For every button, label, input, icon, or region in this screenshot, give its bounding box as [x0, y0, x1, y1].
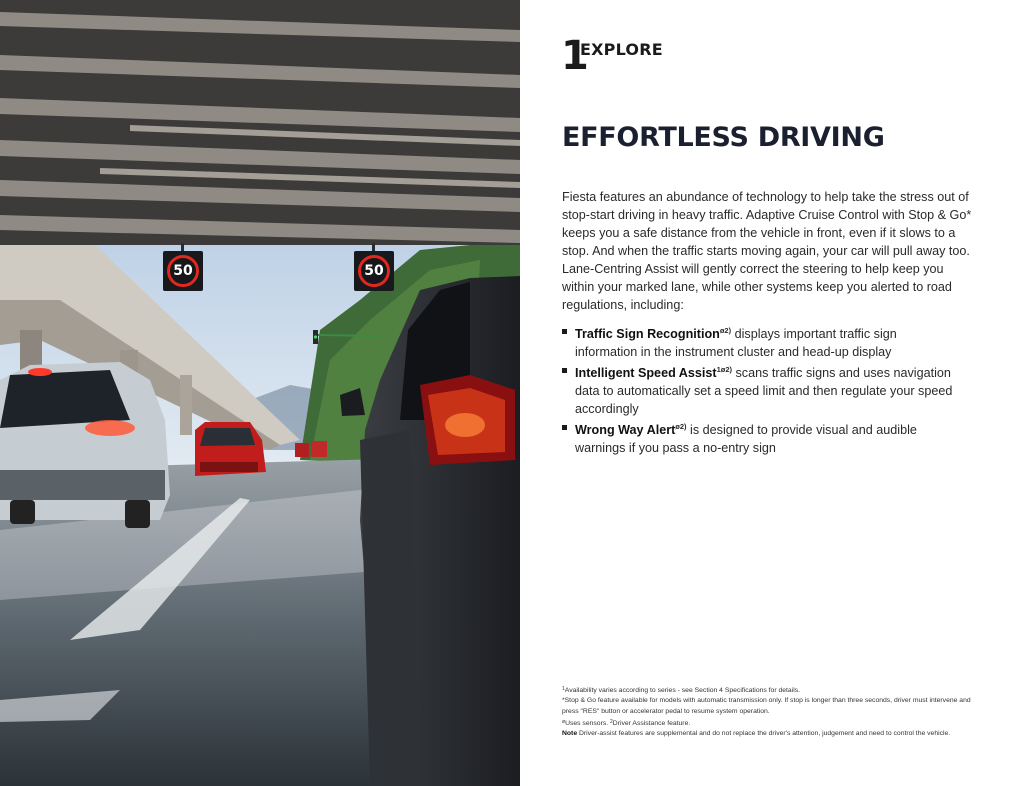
feature-item [562, 361, 962, 418]
bullet-icon [562, 425, 567, 430]
feature-item [562, 418, 962, 457]
speed-limit-sign [163, 251, 203, 291]
footnote-mark: 1 [562, 686, 565, 692]
intro-paragraph: Fiesta features an abundance of technology to help take the stress out of stop-start driving in heavy traffic. Adaptive Cruise Control with Stop & Go* keeps you a safe distance from the vehicle in front, even if it slows to a stop. And when the traffic starts moving again, your car will pull away too. Lane-Centring Assist will gently correct the steering to help keep you within your marked lane, while other systems keep you alerted to road regulations, including: [562, 190, 972, 312]
feature-name: Intelligent Speed Assist [575, 366, 717, 380]
footnote-mark: ø [562, 718, 566, 725]
footnote-availability [562, 684, 972, 696]
feature-list [562, 322, 962, 457]
footnotes [562, 684, 972, 739]
feature-description: scans traffic signs and uses navigation data to automatically set a speed limit and then regulate your speed accordingly [575, 366, 953, 416]
feature-item [562, 322, 962, 361]
note-label: Note [562, 730, 578, 738]
feature-description: is designed to provide visual and audible warnings if you pass a no-entry sign [575, 423, 917, 455]
speed-limit-sign [354, 251, 394, 291]
section-label: EXPLORE [580, 40, 663, 59]
feature-footnote-mark: 1ø2) [716, 365, 733, 374]
feature-name: Traffic Sign Recognition [575, 327, 720, 341]
footnote-text: Driver Assistance feature. [612, 719, 691, 727]
speed-limit-value: 50 [358, 255, 390, 287]
feature-name: Wrong Way Alert [575, 423, 676, 437]
speed-limit-value: 50 [167, 255, 199, 287]
feature-footnote-mark: ø2) [675, 422, 687, 431]
footnote-text: Uses sensors. [565, 719, 611, 727]
bullet-icon [562, 368, 567, 373]
feature-footnote-mark: ø2) [719, 326, 732, 335]
feature-description: displays important traffic sign information in the instrument cluster and head-up display [575, 327, 897, 359]
bullet-icon [562, 329, 567, 334]
footnote-text: Availability varies according to series - see Section 4 Specifications for details. [564, 687, 801, 694]
page-title: EFFORTLESS DRIVING [562, 122, 885, 153]
section-number: 1 [561, 33, 589, 79]
note-text: Driver-assist features are supplemental and do not replace the driver's attention, judgement and need to control the vehicle. [577, 730, 951, 738]
footnote-mark: 2 [610, 718, 613, 725]
footnote-note [562, 729, 972, 739]
footnote-stop-go: *Stop & Go feature available for models with automatic transmission only. If stop is longer than three seconds, driver must intervene and press "RES" button or accelerator pedal to resume system operation. [562, 697, 971, 715]
footnote-sensors [562, 717, 972, 729]
